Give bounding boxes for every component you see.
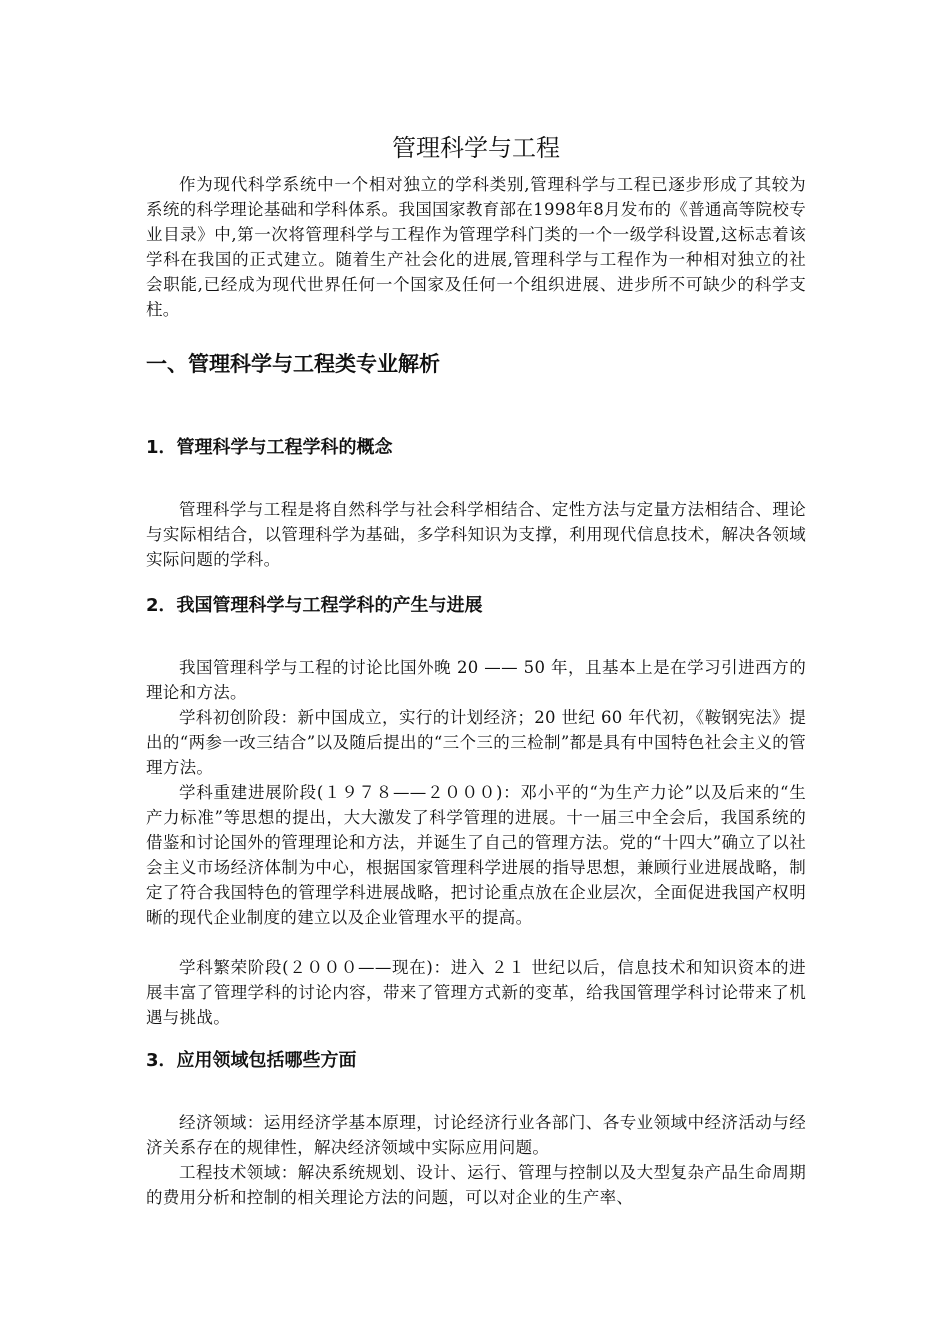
subsection-2-paragraph-3: 学科重建进展阶段(１９７８——２０００)：邓小平的“为生产力论”以及后来的“生产力标准”等思想的提出，大大激发了科学管理的进展。十一届三中全会后，我国系统的借鉴和讨论国外的管理理论和方法，并诞生了自己的管理方法。党的“十四大”确立了以社会主义市场经济体制为中心，根据国家管理科学进展的指导思想，兼顾行业进展战略，制定了符合我国特色的管理学科进展战略，把讨论重点放在企业层次，全面促进我国产权明晰的现代企业制度的建立以及企业管理水平的提高。 <box>146 783 806 927</box>
subsection-2-paragraph-4: 学科繁荣阶段(２０００——现在)：进入 ２１ 世纪以后，信息技术和知识资本的进展丰富了管理学科的讨论内容，带来了管理方式新的变革，给我国管理学科讨论带来了机遇与挑战。 <box>146 958 806 1027</box>
subsection-heading-2: 2．我国管理科学与工程学科的产生与进展 <box>146 595 483 616</box>
subsection-3-paragraph-1: 经济领域：运用经济学基本原理，讨论经济行业各部门、各专业领域中经济活动与经济关系存在的规律性，解决经济领域中实际应用问题。 <box>146 1113 806 1157</box>
section-heading-1: 一、管理科学与工程类专业解析 <box>146 352 440 376</box>
intro-paragraph: 作为现代科学系统中一个相对独立的学科类别,管理科学与工程已逐步形成了其较为系统的科学理论基础和学科体系。我国国家教育部在1998年8月发布的《普通高等院校专业目录》中,第一次将管理科学与工程作为管理学科门类的一个一级学科设置,这标志着该学科在我国的正式建立。随着生产社会化的进展,管理科学与工程作为一种相对独立的社会职能,已经成为现代世界任何一个国家及任何一个组织进展、进步所不可缺少的科学支柱。 <box>146 175 806 319</box>
subsection-1-paragraph: 管理科学与工程是将自然科学与社会科学相结合、定性方法与定量方法相结合、理论与实际相结合，以管理科学为基础，多学科知识为支撑，利用现代信息技术，解决各领域实际问题的学科。 <box>146 500 806 569</box>
subsection-2-paragraph-1: 我国管理科学与工程的讨论比国外晚 20 —— 50 年，且基本上是在学习引进西方的理论和方法。 <box>146 658 806 702</box>
document-title: 管理科学与工程 <box>392 134 560 162</box>
subsection-3-paragraph-2: 工程技术领域：解决系统规划、设计、运行、管理与控制以及大型复杂产品生命周期的费用分析和控制的相关理论方法的问题，可以对企业的生产率、 <box>146 1163 806 1207</box>
subsection-heading-3: 3．应用领域包括哪些方面 <box>146 1050 357 1071</box>
subsection-heading-1: 1．管理科学与工程学科的概念 <box>146 437 393 458</box>
subsection-2-paragraph-2: 学科初创阶段：新中国成立，实行的计划经济；20 世纪 60 年代初，《鞍钢宪法》提出的“两参一改三结合”以及随后提出的“三个三的三检制”都是具有中国特色社会主义的管理方法。 <box>146 708 806 777</box>
